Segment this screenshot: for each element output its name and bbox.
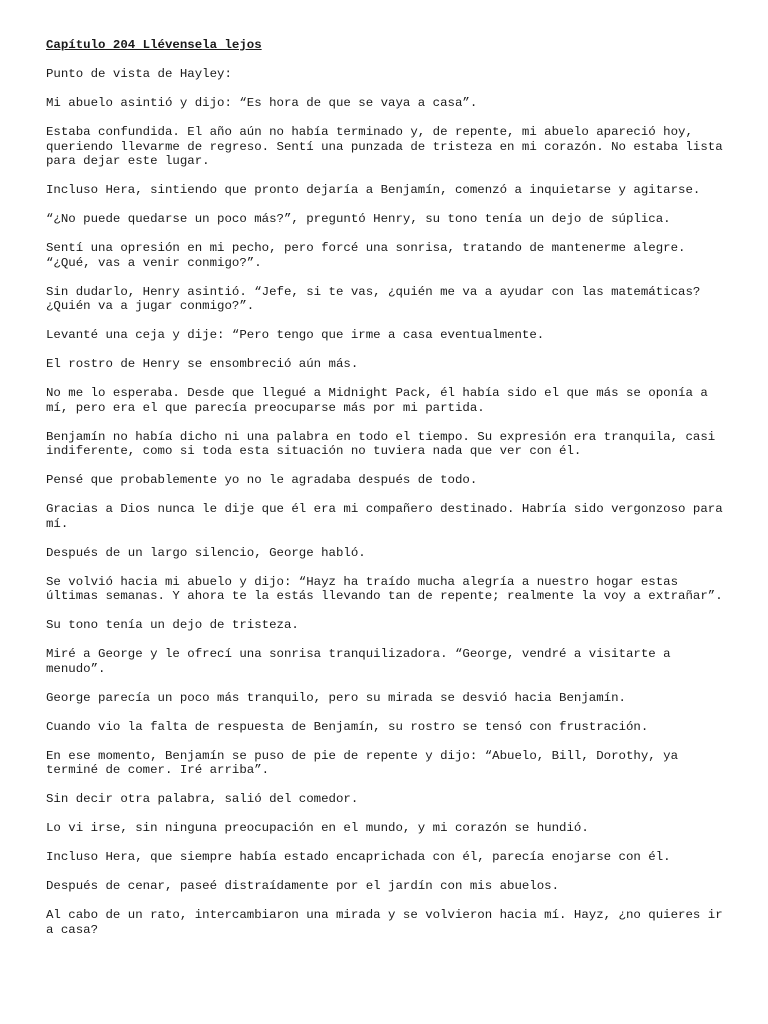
paragraph: Punto de vista de Hayley: [46,67,232,81]
paragraph: Se volvió hacia mi abuelo y dijo: “Hayz ha traído mucha alegría a nuestro hogar estas últimas semanas. Y ahora te la estás llevando tan de repente; realmente la voy a extrañar”. [46,574,723,603]
paragraph: Gracias a Dios nunca le dije que él era mi compañero destinado. Habría sido vergonzoso para mí. [46,502,723,531]
document-page [46,38,736,952]
paragraph: Mi abuelo asintió y dijo: “Es hora de que se vaya a casa”. [46,96,478,110]
paragraph: “¿No puede quedarse un poco más?”, preguntó Henry, su tono tenía un dejo de súplica. [46,212,671,226]
paragraph: George parecía un poco más tranquilo, pero su mirada se desvió hacia Benjamín. [46,690,626,705]
paragraph: Sin dudarlo, Henry asintió. “Jefe, si te vas, ¿quién me va a ayudar con las matemáticas? ¿Quién va a jugar conmigo?”. [46,284,701,313]
paragraph: Incluso Hera, que siempre había estado encaprichada con él, parecía enojarse con él. [46,850,671,864]
paragraph: Sentí una opresión en mi pecho, pero forcé una sonrisa, tratando de mantenerme alegre. “¿Qué, vas a venir conmigo?”. [46,241,686,270]
chapter-title: Capítulo 204 Llévensela lejos [46,38,262,52]
paragraph: Miré a George y le ofrecí una sonrisa tranquilizadora. “George, vendré a visitarte a menudo”. [46,647,671,676]
paragraph: Cuando vio la falta de respuesta de Benjamín, su rostro se tensó con frustración. [46,719,649,734]
paragraph: No me lo esperaba. Desde que llegué a Midnight Pack, él había sido el que más se oponía a mí, pero era el que parecía preocuparse más por mi partida. [46,386,708,415]
paragraph: Su tono tenía un dejo de tristeza. [46,618,299,632]
paragraph: Benjamín no había dicho ni una palabra en todo el tiempo. Su expresión era tranquila, casi indiferente, como si toda esta situación no tuviera nada que ver con él. [46,429,716,458]
paragraph: Incluso Hera, sintiendo que pronto dejaría a Benjamín, comenzó a inquietarse y agitarse. [46,183,701,197]
paragraph: Estaba confundida. El año aún no había terminado y, de repente, mi abuelo apareció hoy, queriendo llevarme de regreso. Sentí una punzada de tristeza en mi corazón. No estaba lista para dejar este lugar. [46,125,723,168]
paragraph: Sin decir otra palabra, salió del comedor. [46,792,359,806]
paragraph: Al cabo de un rato, intercambiaron una mirada y se volvieron hacia mí. Hayz, ¿no quieres ir a casa? [46,908,723,937]
paragraph: Después de un largo silencio, George habló. [46,545,366,560]
paragraph: El rostro de Henry se ensombreció aún más. [46,357,359,371]
paragraph: En ese momento, Benjamín se puso de pie de repente y dijo: “Abuelo, Bill, Dorothy, ya terminé de comer. Iré arriba”. [46,748,679,777]
paragraph: Lo vi irse, sin ninguna preocupación en el mundo, y mi corazón se hundió. [46,821,589,835]
paragraph: Levanté una ceja y dije: “Pero tengo que irme a casa eventualmente. [46,328,545,342]
paragraph: Pensé que probablemente yo no le agradaba después de todo. [46,473,478,487]
paragraph: Después de cenar, paseé distraídamente por el jardín con mis abuelos. [46,879,560,893]
